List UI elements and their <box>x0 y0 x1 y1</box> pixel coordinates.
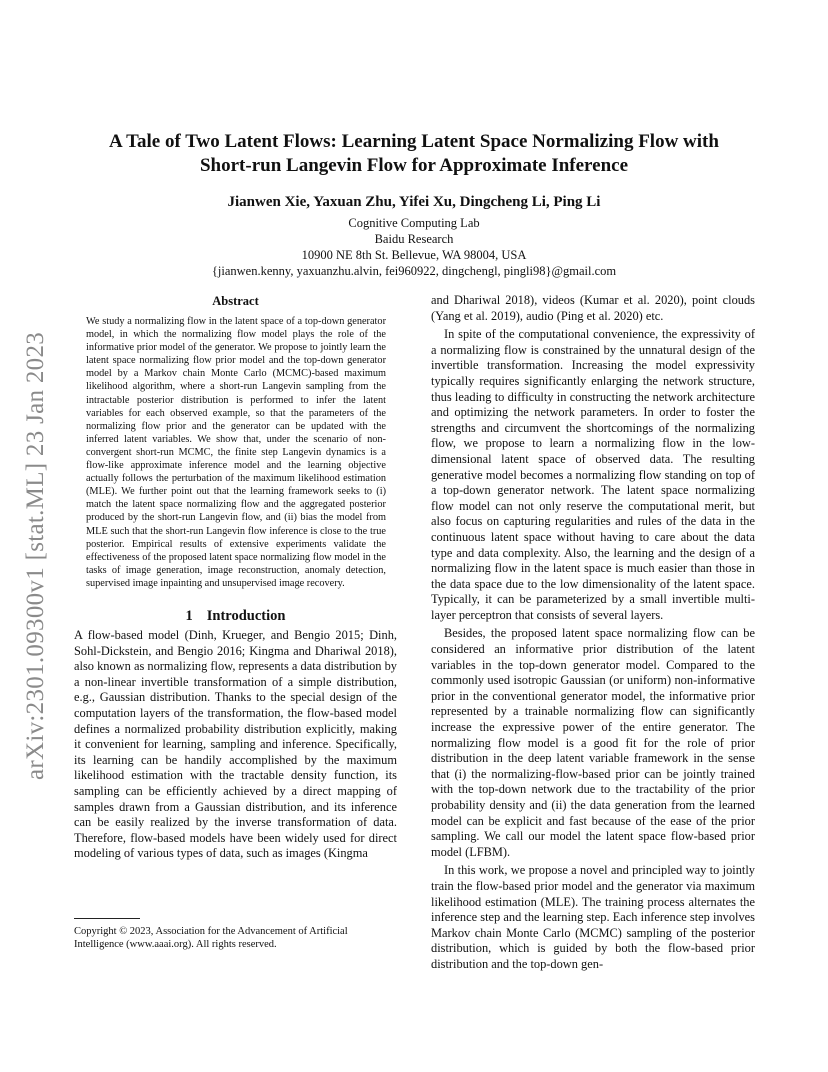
intro-paragraph-continued: and Dhariwal 2018), videos (Kumar et al. 2020), point clouds (Yang et al. 2019), audio (Ping et al. 2020) etc. <box>431 293 755 323</box>
affiliation-address: 10900 NE 8th St. Bellevue, WA 98004, USA <box>301 248 527 262</box>
author-list: Jianwen Xie, Yaxuan Zhu, Yifei Xu, Dingcheng Li, Ping Li <box>227 194 601 210</box>
abstract-text: We study a normalizing flow in the latent space of a top-down generator model, in which the normalizing flow model plays the role of the informative prior model of the generator. We propose to jointly learn the latent space normalizing flow prior model and the top-down generator model by a Markov chain Monte Carlo (MCMC)-based maximum likelihood algorithm, where a short-run Langevin sampling from the intractable posterior distribution is performed to infer the latent variables for each observed example, so that the parameters of the normalizing flow prior and the generator can be updated with the inferred latent variables. We show that, under the scenario of non-convergent short-run MCMC, the finite step Langevin dynamics is a flow-like approximate inference model and the learning objective actually follows the perturbation of the maximum likelihood estimation (MLE). We further point out that the learning framework seeks to (i) match the latent space normalizing flow and the aggregated posterior produced by the short-run Langevin flow, and (ii) bias the model from MLE such that the short-run Langevin flow inference is close to the true posterior. Empirical results of extensive experiments validate the effectiveness of the proposed latent space normalizing flow model in the tasks of image generation, image reconstruction, anomaly detection, supervised image inpainting and unsupervised image recovery. <box>86 316 386 589</box>
affiliation-org: Baidu Research <box>374 232 454 246</box>
intro-paragraph-4: In this work, we propose a novel and principled way to jointly train the flow-based prior model and the generator via maximum likelihood estimation (MLE). The training process alternates the inference step and the learning step. Each inference step involves Markov chain Monte Carlo (MCMC) sampling of the posterior distribution, which is guided by both the flow-based prior distribution and the top-down gen- <box>431 863 755 971</box>
title-line-1: A Tale of Two Latent Flows: Learning Latent Space Normalizing Flow with <box>109 131 719 152</box>
title-line-2: Short-run Langevin Flow for Approximate Inference <box>199 155 629 176</box>
left-column <box>74 293 397 862</box>
paper-header <box>0 130 828 279</box>
section-heading <box>74 607 397 625</box>
intro-paragraph-2: In spite of the computational convenience, the expressivity of a normalizing flow is constrained by the unnatural design of the invertible transformation. Increasing the model expressivity typically requires significantly enlarging the network structure, thus leading to difficulty in constructing the network architecture and optimizing the network parameters. In order to foster the strengths and circumvent the shortcomings of the normalizing flow, we propose to learn a normalizing flow in the low-dimensional latent space of observed data. The resulting generative model becomes a normalizing flow standing on top of a top-down generator network. The latent space normalizing flow model can not only reserve the computational merit, but also focus on capturing regularities and rules of the data in the continuous latent space without having to care about the data type and data complexity. Also, the learning and the design of a normalizing flow in the latent space is much easier than those in the data space due to the low dimensionality of the latent space. Typically, it can be parameterized by a small invertible multi-layer perceptron that consists of several layers. <box>431 327 755 622</box>
affiliation-lab: Cognitive Computing Lab <box>348 216 480 230</box>
affiliation-emails: {jianwen.kenny, yaxuanzhu.alvin, fei960922, dingchengl, pingli98}@gmail.com <box>211 264 617 278</box>
affiliation-block <box>0 215 828 279</box>
paper-title <box>0 130 828 178</box>
copyright-footnote <box>74 918 397 951</box>
right-column <box>431 293 755 973</box>
intro-paragraph-1: A flow-based model (Dinh, Krueger, and Bengio 2015; Dinh, Sohl-Dickstein, and Bengio 2016; Kingma and Dhariwal 2018), also known as normalizing flow, represents a data distribution by a non-linear invertible transformation of a simple distribution, e.g., Gaussian distribution. Thanks to the special design of the computation layers of the transformation, the flow-based model defines a normalized probability distribution explicitly, making it convenient for learning, sampling and inference. Specifically, its learning can be handily accomplished by the maximum likelihood estimation with the tractable density function, its sampling can be efficiently achieved by a direct mapping of samples drawn from a Gaussian distribution, and its inference can be easily realized by the inverse transformation of data. Therefore, flow-based models have been widely used for direct modeling of various types of data, such as images (Kingma <box>74 627 397 861</box>
intro-paragraph-3: Besides, the proposed latent space normalizing flow can be considered an informative prior distribution of the latent variables in the top-down generator model. Compared to the commonly used isotropic Gaussian (or uniform) non-informative prior in the conventional generator model, the informative prior represented by a trainable normalizing flow can significantly increase the expressive power of the entire generator. The normalizing flow model is a good fit for the role of prior distribution in the deep latent variable framework in the sense that (i) the normalizing-flow-based prior can be jointly trained with the top-down network due to the tractability of the prior probability density and (ii) the data generation from the learned model can be explicit and fast because of the ease of the prior sampling. We call our model the latent space flow-based prior model (LFBM). <box>431 626 755 859</box>
copyright-text: Copyright © 2023, Association for the Advancement of Artificial Intelligence (www.aaai.org). All rights reserved. <box>74 926 348 951</box>
footnote-rule <box>74 918 140 919</box>
arxiv-identifier: arXiv:2301.09300v1 [stat.ML] 23 Jan 2023 <box>22 331 49 780</box>
section-title: Introduction <box>206 607 286 624</box>
abstract-heading: Abstract <box>212 294 259 308</box>
section-number: 1 <box>185 607 193 624</box>
